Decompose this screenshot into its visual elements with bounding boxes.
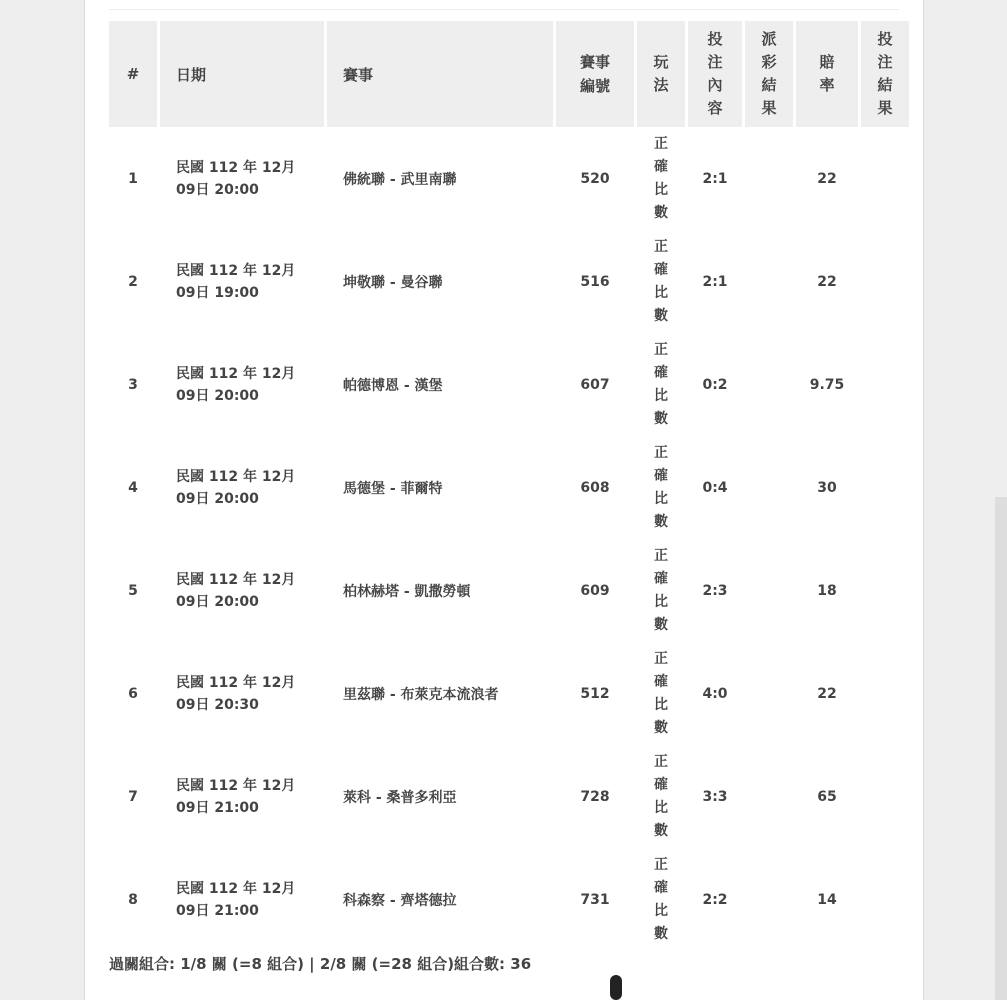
table-row — [109, 436, 909, 539]
row-num-text: 6 — [128, 685, 138, 702]
row-match — [327, 539, 553, 642]
row-payout — [745, 539, 793, 642]
table-header-row — [109, 21, 909, 127]
row-date-text: 民國 112 年 12月 09日 20:00 — [176, 159, 296, 198]
row-bet — [688, 127, 742, 230]
row-play — [637, 127, 685, 230]
row-match-no — [556, 333, 634, 436]
row-date-text: 民國 112 年 12月 09日 20:00 — [176, 468, 296, 507]
row-match-no — [556, 436, 634, 539]
row-num — [109, 333, 157, 436]
header-match: 賽事 — [327, 21, 553, 127]
row-date — [160, 127, 324, 230]
row-play-text: 正確比數 — [654, 650, 668, 736]
row-result — [861, 436, 909, 539]
row-match-no-text: 731 — [580, 891, 610, 908]
row-match-no — [556, 745, 634, 848]
row-result — [861, 127, 909, 230]
row-num — [109, 642, 157, 745]
row-date — [160, 539, 324, 642]
row-odds — [796, 127, 858, 230]
table-row — [109, 745, 909, 848]
row-bet-text: 3:3 — [702, 788, 728, 805]
row-match-text: 佛統聯 - 武里南聯 — [343, 171, 457, 188]
row-num — [109, 745, 157, 848]
header-bet: 投注內容 — [688, 21, 742, 127]
row-bet-text: 2:2 — [702, 891, 728, 908]
scroll-handle[interactable] — [610, 975, 622, 1000]
row-play-text: 正確比數 — [654, 547, 668, 633]
row-match-text: 科森察 - 齊塔德拉 — [343, 892, 457, 909]
table-row — [109, 539, 909, 642]
row-odds — [796, 642, 858, 745]
row-bet — [688, 539, 742, 642]
row-num — [109, 127, 157, 230]
row-odds-text: 22 — [817, 273, 837, 290]
row-play — [637, 333, 685, 436]
row-result — [861, 333, 909, 436]
row-num-text: 1 — [128, 170, 138, 187]
row-bet — [688, 333, 742, 436]
row-odds — [796, 230, 858, 333]
row-match-no — [556, 848, 634, 951]
header-odds: 賠率 — [796, 21, 858, 127]
row-odds — [796, 848, 858, 951]
row-date-text: 民國 112 年 12月 09日 20:30 — [176, 674, 296, 713]
row-num — [109, 539, 157, 642]
row-num-text: 3 — [128, 376, 138, 393]
row-odds-text: 65 — [817, 788, 837, 805]
row-bet-text: 4:0 — [702, 685, 728, 702]
header-play: 玩法 — [637, 21, 685, 127]
row-result — [861, 745, 909, 848]
row-num — [109, 436, 157, 539]
row-match-no — [556, 230, 634, 333]
row-payout — [745, 333, 793, 436]
row-odds-text: 30 — [817, 479, 837, 496]
row-match-no — [556, 539, 634, 642]
row-bet — [688, 848, 742, 951]
header-match-no: 賽事編號 — [556, 21, 634, 127]
header-num: # — [109, 21, 157, 127]
row-match — [327, 848, 553, 951]
row-odds-text: 14 — [817, 891, 837, 908]
table-row — [109, 127, 909, 230]
row-match-no-text: 608 — [580, 479, 610, 496]
row-payout — [745, 230, 793, 333]
row-date — [160, 848, 324, 951]
row-date-text: 民國 112 年 12月 09日 20:00 — [176, 571, 296, 610]
row-date-text: 民國 112 年 12月 09日 20:00 — [176, 365, 296, 404]
row-bet-text: 2:3 — [702, 582, 728, 599]
row-odds-text: 9.75 — [809, 376, 845, 393]
row-odds — [796, 333, 858, 436]
row-odds-text: 18 — [817, 582, 837, 599]
row-play-text: 正確比數 — [654, 444, 668, 530]
row-match-no-text: 520 — [580, 170, 610, 187]
row-match-no — [556, 642, 634, 745]
row-play-text: 正確比數 — [654, 856, 668, 942]
row-bet — [688, 230, 742, 333]
table-row — [109, 230, 909, 333]
row-payout — [745, 848, 793, 951]
row-result — [861, 539, 909, 642]
row-bet — [688, 745, 742, 848]
row-odds-text: 22 — [817, 685, 837, 702]
row-match-no-text: 728 — [580, 788, 610, 805]
row-date — [160, 642, 324, 745]
row-play-text: 正確比數 — [654, 238, 668, 324]
row-num — [109, 230, 157, 333]
scrollbar-track[interactable] — [995, 497, 1007, 1000]
row-odds — [796, 539, 858, 642]
row-play — [637, 230, 685, 333]
row-match — [327, 127, 553, 230]
row-match-text: 帕德博恩 - 漢堡 — [343, 377, 443, 394]
row-payout — [745, 436, 793, 539]
row-match-text: 里茲聯 - 布萊克本流浪者 — [343, 686, 499, 703]
row-match-no-text: 609 — [580, 582, 610, 599]
row-num-text: 2 — [128, 273, 138, 290]
row-date — [160, 333, 324, 436]
header-payout: 派彩結果 — [745, 21, 793, 127]
row-payout — [745, 745, 793, 848]
row-bet — [688, 642, 742, 745]
row-num-text: 5 — [128, 582, 138, 599]
row-play — [637, 745, 685, 848]
row-date-text: 民國 112 年 12月 09日 21:00 — [176, 880, 296, 919]
row-match — [327, 642, 553, 745]
header-result: 投注結果 — [861, 21, 909, 127]
bet-table — [106, 21, 912, 951]
row-date-text: 民國 112 年 12月 09日 19:00 — [176, 262, 296, 301]
table-row — [109, 642, 909, 745]
table-row — [109, 333, 909, 436]
row-date — [160, 436, 324, 539]
row-play-text: 正確比數 — [654, 753, 668, 839]
row-bet-text: 0:4 — [702, 479, 728, 496]
parlay-summary: 過關組合: 1/8 關 (=8 組合) | 2/8 關 (=28 組合)組合數: 36 — [109, 955, 532, 973]
row-odds-text: 22 — [817, 170, 837, 187]
table-row — [109, 848, 909, 951]
row-bet — [688, 436, 742, 539]
row-match — [327, 436, 553, 539]
row-play — [637, 848, 685, 951]
row-date-text: 民國 112 年 12月 09日 21:00 — [176, 777, 296, 816]
row-match-no-text: 607 — [580, 376, 610, 393]
row-match — [327, 745, 553, 848]
row-play — [637, 642, 685, 745]
row-num-text: 8 — [128, 891, 138, 908]
row-play — [637, 539, 685, 642]
row-bet-text: 0:2 — [702, 376, 728, 393]
row-odds — [796, 436, 858, 539]
header-date: 日期 — [160, 21, 324, 127]
row-play-text: 正確比數 — [654, 341, 668, 427]
row-date — [160, 230, 324, 333]
row-odds — [796, 745, 858, 848]
row-result — [861, 642, 909, 745]
divider — [109, 9, 899, 10]
row-payout — [745, 127, 793, 230]
row-match — [327, 230, 553, 333]
bet-detail-card — [84, 0, 924, 1000]
row-num-text: 4 — [128, 479, 138, 496]
row-result — [861, 848, 909, 951]
row-match-no — [556, 127, 634, 230]
row-result — [861, 230, 909, 333]
row-match-no-text: 512 — [580, 685, 610, 702]
row-num-text: 7 — [128, 788, 138, 805]
row-match-no-text: 516 — [580, 273, 610, 290]
row-bet-text: 2:1 — [702, 273, 728, 290]
row-play — [637, 436, 685, 539]
row-bet-text: 2:1 — [702, 170, 728, 187]
row-match-text: 馬德堡 - 菲爾特 — [343, 480, 443, 497]
row-date — [160, 745, 324, 848]
row-play-text: 正確比數 — [654, 135, 668, 221]
row-payout — [745, 642, 793, 745]
row-match-text: 萊科 - 桑普多利亞 — [343, 789, 457, 806]
row-match — [327, 333, 553, 436]
row-num — [109, 848, 157, 951]
row-match-text: 柏林赫塔 - 凱撒勞頓 — [343, 583, 471, 600]
row-match-text: 坤敬聯 - 曼谷聯 — [343, 274, 443, 291]
